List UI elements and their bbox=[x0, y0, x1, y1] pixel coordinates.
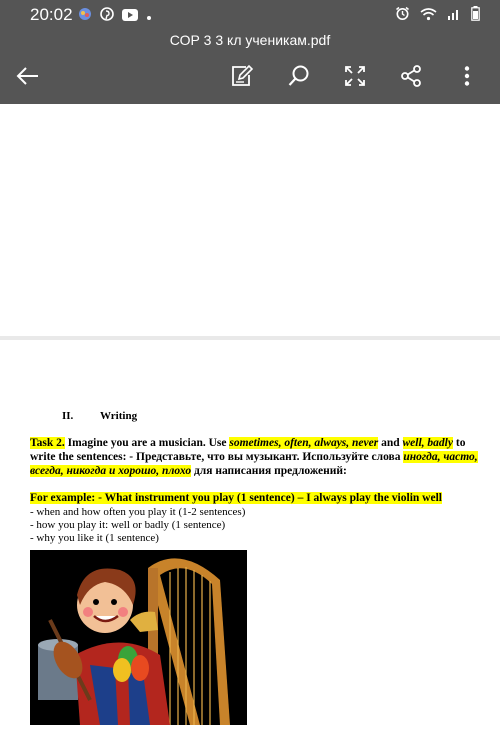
task-text-3: для написания предложений: bbox=[191, 465, 347, 477]
section-heading bbox=[62, 410, 137, 422]
task-label: Task 2. bbox=[30, 437, 65, 449]
search-button[interactable] bbox=[285, 62, 313, 90]
task-russian-words: иногда, часто, всегда, никогда и хорошо, плохо bbox=[30, 451, 478, 477]
document-title: СОР 3 3 кл ученикам.pdf bbox=[169, 32, 331, 48]
pinterest-icon bbox=[100, 7, 114, 26]
more-vert-icon bbox=[455, 64, 479, 88]
back-button[interactable] bbox=[14, 62, 42, 90]
gallery-icon bbox=[78, 7, 92, 26]
edit-icon bbox=[230, 64, 254, 88]
share-icon bbox=[399, 64, 423, 88]
task-text-2: to write the sentences: - Представьте, что вы музыкант. Используйте слова bbox=[30, 437, 466, 463]
youtube-icon bbox=[122, 8, 138, 26]
battery-icon bbox=[471, 6, 480, 26]
pdf-page-2 bbox=[0, 340, 500, 745]
task-frequency-words: sometimes, often, always, never bbox=[229, 437, 379, 449]
musician-clipart bbox=[30, 550, 247, 725]
edit-button[interactable] bbox=[228, 62, 256, 90]
search-icon bbox=[287, 64, 311, 88]
dot-icon bbox=[146, 8, 152, 26]
section-title: Writing bbox=[100, 410, 138, 422]
task-and: and bbox=[378, 437, 403, 449]
fullscreen-button[interactable] bbox=[341, 62, 369, 90]
wifi-icon bbox=[420, 7, 437, 26]
status-bar bbox=[0, 0, 500, 30]
list-item: - when and how often you play it (1-2 sentences) bbox=[30, 506, 246, 518]
task-text-1: Imagine you are a musician. Use bbox=[64, 437, 230, 449]
share-button[interactable] bbox=[397, 62, 425, 90]
signal-icon bbox=[447, 7, 461, 26]
task-paragraph bbox=[30, 436, 490, 478]
more-options-button[interactable] bbox=[453, 62, 481, 90]
fullscreen-icon bbox=[343, 64, 367, 88]
list-item: - how you play it: well or badly (1 sentence) bbox=[30, 519, 226, 531]
example-sentence: For example: - What instrument you play (1 sentence) – I always play the violin well bbox=[30, 492, 442, 504]
bullet-list bbox=[30, 506, 245, 545]
task-manner-words: well, badly bbox=[402, 437, 453, 449]
app-bar bbox=[0, 30, 500, 104]
section-number: II. bbox=[62, 410, 74, 422]
back-arrow-icon bbox=[16, 66, 40, 86]
alarm-icon bbox=[395, 6, 410, 26]
list-item: - why you like it (1 sentence) bbox=[30, 532, 159, 544]
pdf-page-1 bbox=[0, 104, 500, 336]
status-time: 20:02 bbox=[30, 5, 73, 24]
